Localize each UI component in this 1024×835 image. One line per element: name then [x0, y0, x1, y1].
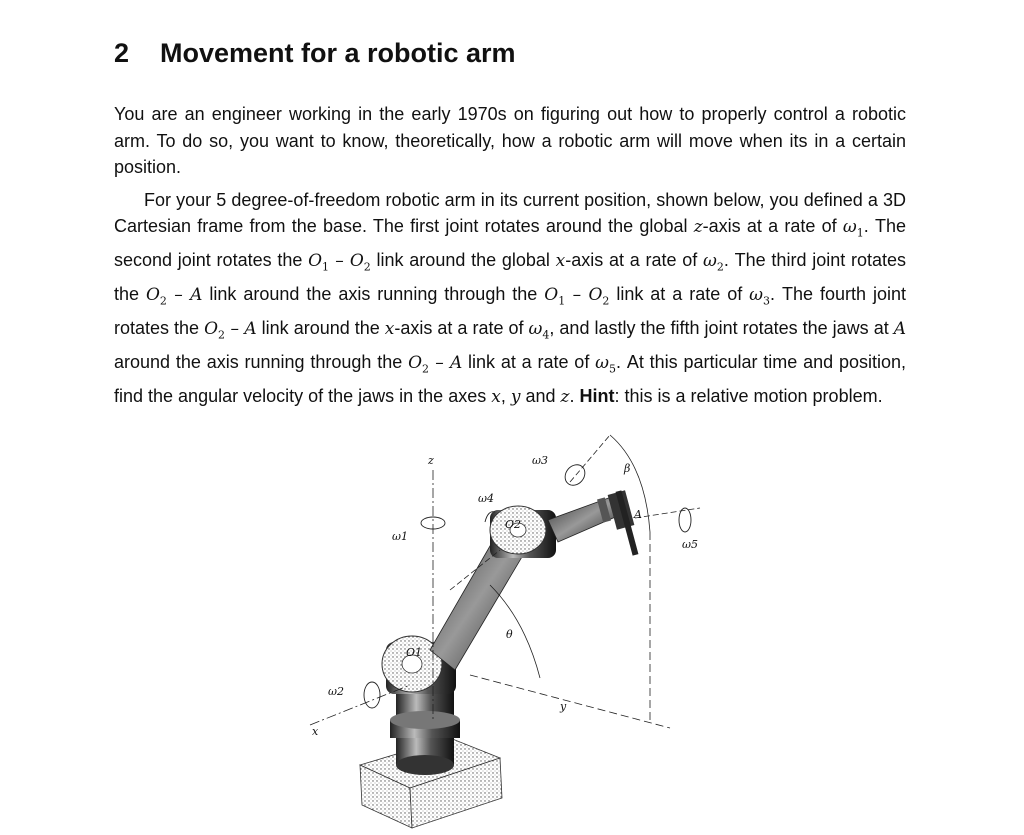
math-z: z	[560, 387, 570, 408]
base-column	[390, 680, 460, 775]
math-a: A	[893, 319, 907, 340]
gripper-jaws	[597, 490, 638, 555]
text-run: link around the	[256, 318, 385, 339]
math-x: x	[384, 319, 395, 340]
label-o1: O1	[406, 646, 423, 659]
text-run: link at a rate of	[462, 352, 596, 373]
math-omega1: $\omega_1$	[842, 217, 864, 240]
math-x: x	[491, 387, 501, 408]
section-title: Movement for a robotic arm	[160, 38, 516, 68]
math-o1-o2: $O_1 - O_2$	[544, 285, 610, 308]
text-run: link at a rate of	[609, 284, 750, 305]
label-z: z	[428, 454, 434, 467]
text-run: -axis at a rate of	[565, 250, 704, 271]
math-omega4: $\omega_4$	[528, 319, 550, 342]
robotic-arm-figure	[300, 420, 720, 830]
label-omega4: ω4	[478, 492, 494, 505]
label-a: A	[634, 508, 642, 521]
text-run: -axis at a rate of	[394, 318, 529, 339]
omega2-rotation-icon	[364, 682, 380, 708]
math-omega2: $\omega_2$	[703, 251, 724, 274]
math-o1-o2: $O_1 - O_2$	[308, 251, 371, 274]
hint-label: Hint	[579, 386, 615, 407]
section-heading	[114, 38, 516, 69]
label-o2: O2	[505, 518, 522, 531]
math-omega5: $\omega_5$	[595, 353, 617, 376]
text-run: . The third joint rotates the	[114, 250, 906, 305]
math-z: z	[693, 217, 703, 238]
text-run: . At this particular time and position, find the angular velocity of the jaws in the axes	[114, 352, 906, 407]
label-theta: θ	[506, 628, 513, 641]
label-omega5: ω5	[682, 538, 698, 551]
label-omega2: ω2	[328, 685, 344, 698]
text-run: .	[569, 386, 580, 407]
label-omega3: ω3	[532, 454, 548, 467]
label-beta: β	[624, 462, 631, 475]
math-omega3: $\omega_3$	[749, 285, 771, 308]
problem-text	[114, 101, 906, 417]
y-axis-line	[470, 675, 670, 728]
text-run: , and lastly the fifth joint rotates the jaws at	[549, 318, 894, 339]
label-y: y	[560, 700, 567, 713]
text-run: around the axis running through the	[114, 352, 409, 373]
joint3-axis-line	[570, 435, 610, 482]
text-run: link around the axis running through the	[202, 284, 545, 305]
problem-paragraph: For your 5 degree-of-freedom robotic arm in its current position, shown below, you defined a 3D Cartesian frame from the base. The first joint rotates around the global z-axis at a rate of $\omega_1$. The second joint rotates the $O_1 - O_2$ link around the global x-axis at a rate of $\omega_2$. The third joint rotates the $O_2$ – A link around the axis running through the $O_1 - O_2$ link at a rate of $\omega_3$. The fourth joint rotates the $O_2$ – A link around the x-axis at a rate of $\omega_4$, and lastly the fifth joint rotates the jaws at A around the axis running through the $O_2$ – A link at a rate of $\omega_5$. At this particular time and position, find the angular velocity of the jaws in the axes x, y and z. Hint: this is a relative motion problem.	[114, 189, 907, 408]
math-o2-a: $O_2$ – A	[408, 353, 463, 376]
math-x: x	[555, 251, 566, 272]
robotic-arm-drawing	[300, 420, 720, 830]
text-run: . The second joint rotates the	[114, 216, 906, 271]
text-run: link around the global	[370, 250, 556, 271]
math-o2-a: $O_2$ – A	[204, 319, 257, 342]
intro-paragraph: You are an engineer working in the early 1970s on figuring out how to properly control a robotic arm. To do so, you want to know, theoretically, how a robotic arm will move when its in a certain position.	[114, 104, 906, 178]
label-omega1: ω1	[392, 530, 408, 543]
text-run: . The fourth joint rotates the	[114, 284, 906, 339]
math-y: y	[510, 387, 521, 408]
label-x: x	[312, 725, 319, 738]
text-run: and	[520, 386, 561, 407]
section-number: 2	[114, 38, 130, 68]
hint-text: : this is a relative motion problem.	[614, 386, 883, 407]
omega5-rotation-icon	[679, 508, 691, 532]
text-run: -axis at a rate of	[702, 216, 843, 237]
math-o2-a: $O_2$ – A	[145, 285, 203, 308]
text-run: For your 5 degree-of-freedom robotic arm in its current position, shown below, you defined a 3D Cartesian frame from the base. The first joint rotates around the global	[114, 189, 906, 237]
